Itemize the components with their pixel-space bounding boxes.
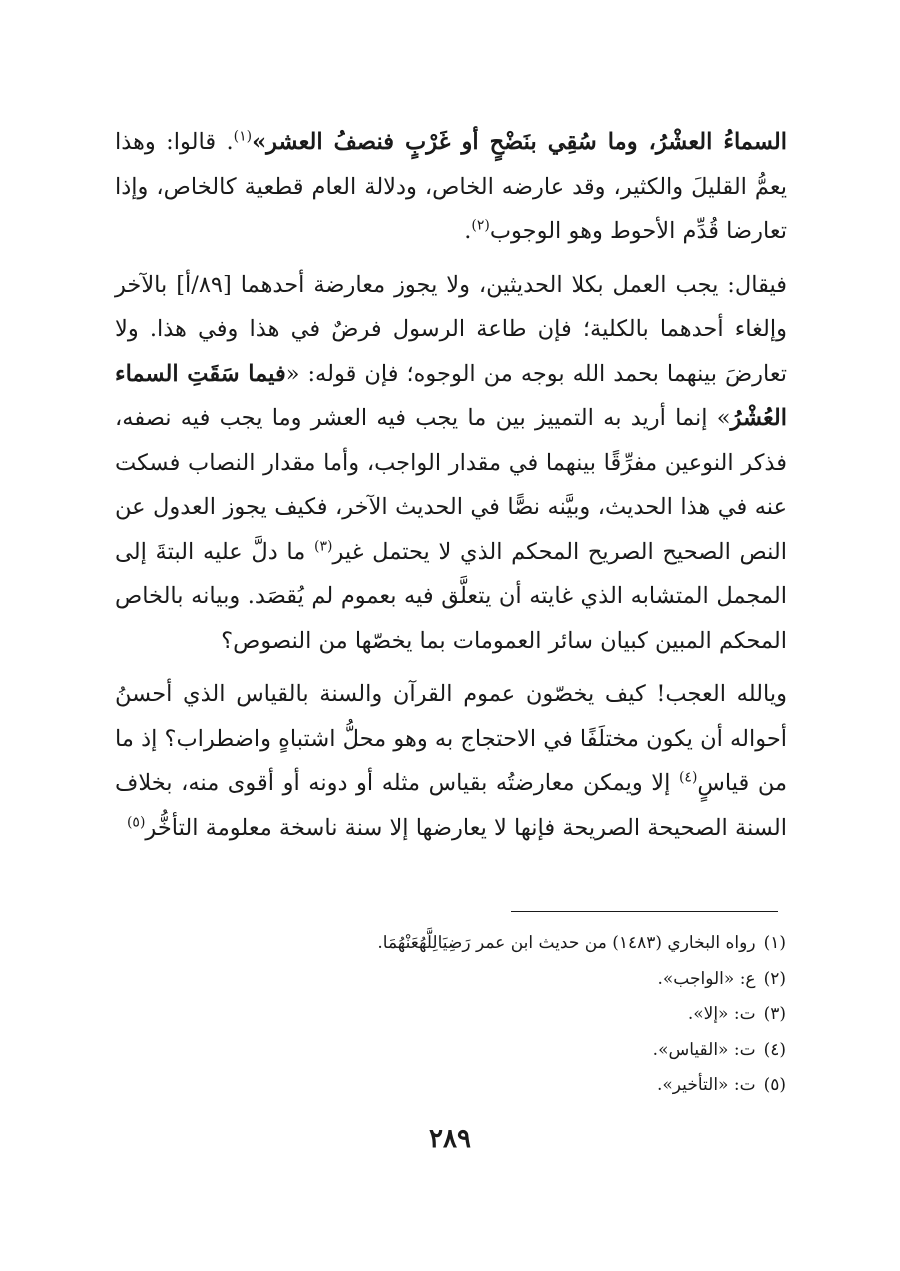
hadith-quote: فيما سَقَتِ السماء العُشْرُ (115, 360, 787, 431)
footnote-ref-1[interactable]: (١) (233, 128, 253, 145)
paragraph-2-text-c: ما دلَّ عليه البتةَ إلى المجمل المتشابه الذي غايته أن يتعلَّق فيه بعموم لم يُقصَد. وبيانه بالخاص المحكم المبين كبيان سائر العمومات بما يخصّها من النصوص؟ (115, 538, 787, 654)
footnote-number: (٤) (763, 1039, 786, 1060)
footnote-number: (١) (763, 933, 786, 953)
main-text (115, 120, 787, 850)
footnote-item (200, 1068, 786, 1104)
footnote-ref-5[interactable]: (٥) (126, 814, 146, 830)
paragraph-1 (115, 120, 787, 254)
paragraph-3-text-b: إلا ويمكن معارضتُه بقياس مثله أو دونه أو أقوى منه، بخلاف السنة الصحيحة الصريحة فإنها لا يعارضها إلا سنة ناسخة معلومة التأخُّر (115, 770, 787, 841)
footnote-text: ت: «القياس». (652, 1039, 756, 1060)
footnote-item (200, 962, 786, 998)
footnote-ref-2[interactable]: (٢) (471, 217, 490, 234)
paragraph-3 (115, 672, 787, 850)
footnotes (200, 926, 786, 1104)
paragraph-2-text-b: » إنما أريد به التمييز بين ما يجب فيه العشر وما يجب فيه نصفه، فذكر النوعين مفرِّقًا بينهما في مقدار الواجب، وأما مقدار النصاب فسكت عنه في هذا الحديث، وبيَّنه نصًّا في الحديث الآخر، فكيف يجوز العدول عن النص الصحيح الصريح المحكم الذي لا يحتمل غير (115, 405, 788, 565)
footnote-number: (٢) (763, 968, 786, 989)
paragraph-2 (115, 263, 787, 664)
page-number: ٢٨٩ (429, 1124, 471, 1154)
footnote-text: ت: «إلا». (687, 1004, 756, 1024)
paragraph-3-text-a: ويالله العجب! كيف يخصّون عموم القرآن والسنة بالقياس الذي أحسنُ أحواله أن يكون مختلَفًا في الاحتجاج به وهو محلُّ اشتباهٍ واضطراب؟ إذ ما من قياسٍ (115, 681, 788, 796)
footnote-item (200, 1033, 786, 1069)
footnote-text: رواه البخاري (١٤٨٣) من حديث ابن عمر رَضِيَالِلَّهُعَنْهُمَا. (377, 933, 756, 953)
footnote-item (200, 997, 786, 1033)
footnote-number: (٥) (763, 1075, 786, 1095)
footnote-ref-3[interactable]: (٣) (314, 538, 333, 554)
footnote-text: ت: «التأخير». (657, 1075, 756, 1095)
footnote-text: ع: «الواجب». (657, 968, 756, 989)
footnote-ref-4[interactable]: (٤) (678, 769, 698, 786)
footnote-item (200, 926, 786, 962)
paragraph-1-end: . (464, 218, 472, 244)
hadith-quote: السماءُ العشْرُ، وما سُقِي بنَضْحٍ أو غَرْبٍ فنصفُ العشر» (252, 129, 787, 155)
footnote-number: (٣) (763, 1004, 786, 1024)
paragraph-1-text: . قالوا: وهذا يعمُّ القليلَ والكثير، وقد عارضه الخاص، ودلالة العام قطعية كالخاص، وإذا تعارضا قُدِّم الأحوط وهو الوجوب (115, 129, 787, 244)
footnote-separator (511, 911, 778, 912)
paragraph-2-text-a: فيقال: يجب العمل بكلا الحديثين، ولا يجوز معارضة أحدهما [٨٩/أ] بالآخر وإلغاء أحدهما بالكلية؛ فإن طاعة الرسول فرضٌ في هذا وفي هذا. ولا تعارضَ بينهما بحمد الله بوجه من الوجوه؛ فإن قوله: « (115, 271, 788, 387)
